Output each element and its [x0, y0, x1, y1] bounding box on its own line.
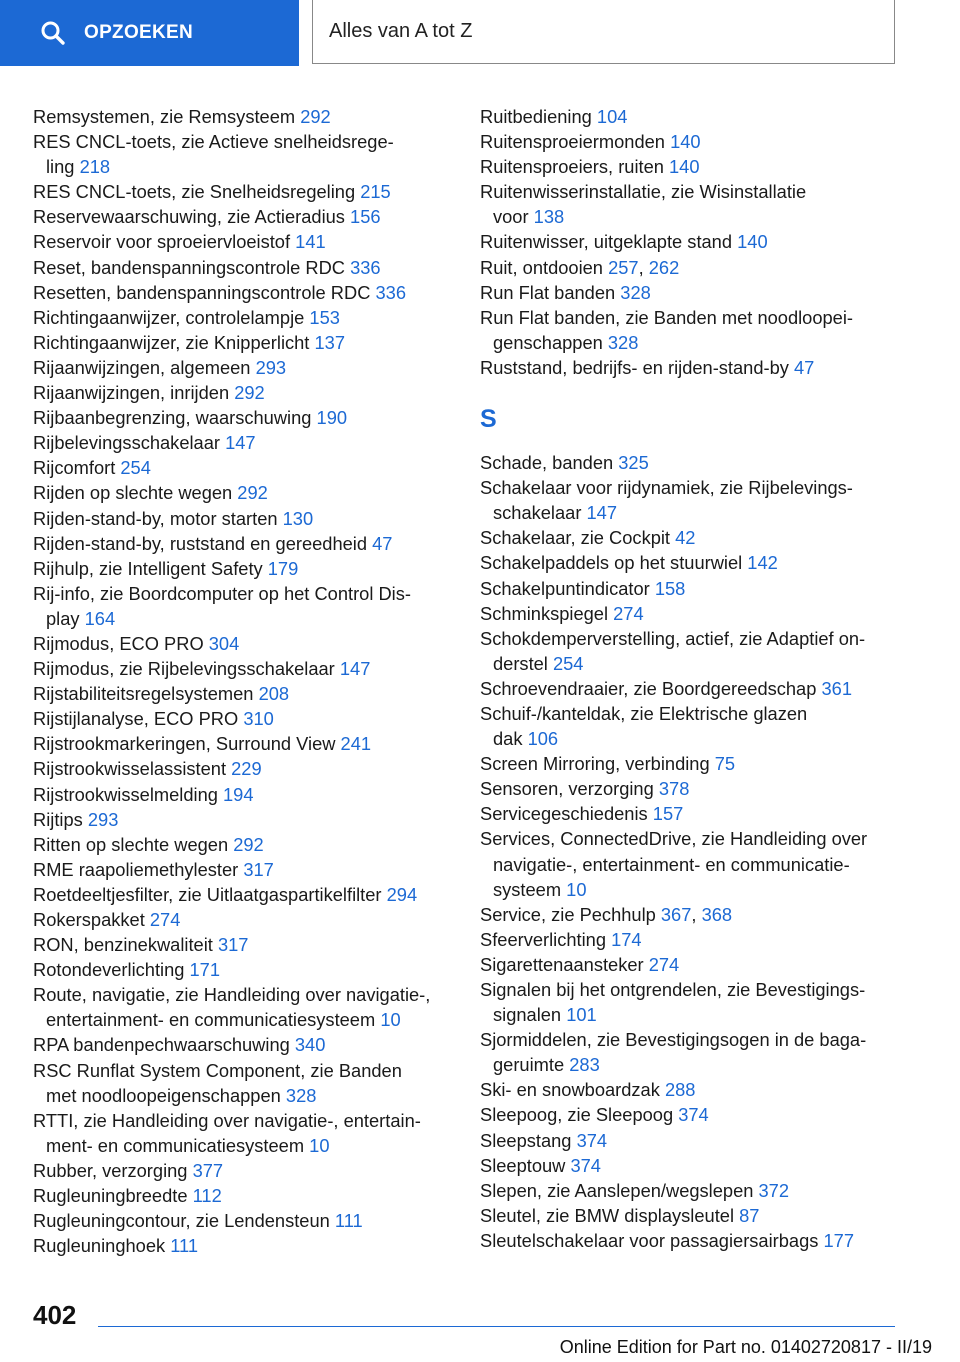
index-entry-text: Run Flat banden: [480, 281, 616, 303]
index-entry: [480, 826, 900, 901]
index-entry: [480, 576, 900, 601]
page-reference-link[interactable]: 336: [375, 281, 407, 303]
page-reference-link[interactable]: 254: [120, 457, 151, 479]
index-entry-text: Schakelaar, zie Cockpit: [480, 527, 671, 549]
page-reference-link[interactable]: 147: [339, 658, 371, 680]
page-reference-link[interactable]: 87: [739, 1204, 760, 1226]
index-entry: [480, 1102, 900, 1127]
index-entry-text: Schminkspiegel: [480, 602, 609, 624]
index-entry-text: Sleutel, zie BMW displaysleutel: [480, 1204, 735, 1226]
page-reference-link[interactable]: 310: [243, 708, 274, 730]
index-entry: [33, 305, 451, 330]
index-entry: [33, 355, 451, 380]
page-reference-link[interactable]: 328: [620, 281, 651, 303]
index-entry-text: Schroevendraaier, zie Boordgereedschap: [480, 677, 817, 699]
index-entry-text: Ruitbediening: [480, 106, 592, 127]
index-entry: [480, 305, 900, 355]
index-entry-text: dak: [493, 728, 523, 750]
index-entry-text: Schakelpaddels op het stuurwiel: [480, 552, 743, 574]
page-reference-link[interactable]: 304: [208, 632, 240, 654]
index-entry-text: Sfeerverlichting: [480, 928, 606, 950]
index-entry: Service, zie Pechhulp 367, 368: [480, 903, 733, 925]
index-entry-text: Rijbelevingsschakelaar: [33, 432, 220, 454]
index-entry: [480, 1077, 900, 1102]
page-reference-link[interactable]: 257: [608, 256, 639, 278]
page-reference-link[interactable]: 106: [527, 728, 559, 750]
page-reference-link[interactable]: 10: [309, 1134, 330, 1156]
index-entry-text: Rijstrookmarkeringen, Surround View: [33, 733, 336, 755]
page-reference-link[interactable]: 147: [586, 502, 618, 524]
index-entry-text: Rijmodus, ECO PRO: [33, 632, 204, 654]
page-reference-link[interactable]: 374: [576, 1129, 608, 1151]
index-entry: [33, 1233, 451, 1258]
index-entry-text: derstel: [493, 652, 548, 674]
page-reference-link[interactable]: 10: [566, 878, 587, 900]
index-entry-text: Ruit, ontdooien: [480, 256, 603, 278]
index-entry-text: Reservoir voor sproeiervloeistof: [33, 231, 291, 253]
index-entry-text: Reset, bandenspanningscontrole RDC: [33, 256, 345, 278]
page-reference-link[interactable]: 262: [648, 256, 680, 278]
index-entry: [480, 154, 900, 179]
index-entry: [33, 430, 451, 455]
index-entry-text: Rijden op slechte wegen: [33, 482, 233, 504]
index-entry: [33, 882, 451, 907]
index-entry: [33, 631, 451, 656]
page-reference-link[interactable]: 328: [607, 331, 639, 353]
page-reference-link[interactable]: 208: [258, 683, 290, 705]
index-entry-text: geruimte: [493, 1054, 565, 1076]
index-entry: [33, 857, 451, 882]
index-entry-text: Servicegeschiedenis: [480, 803, 648, 825]
index-entry-text: RPA bandenpechwaarschuwing: [33, 1034, 290, 1056]
page-reference-link[interactable]: 140: [670, 131, 701, 153]
index-entry: [33, 1208, 451, 1233]
index-entry: [480, 1128, 900, 1153]
index-entry: [33, 807, 451, 832]
page-reference-link[interactable]: 42: [675, 527, 696, 549]
index-entry: [33, 1058, 451, 1108]
index-entry-text: Ritten op slechte wegen: [33, 833, 229, 855]
index-entry-text: Screen Mirroring, verbinding: [480, 753, 710, 775]
index-entry: [33, 1158, 451, 1183]
page-reference-link[interactable]: 153: [309, 306, 340, 328]
search-label: OPZOEKEN: [84, 22, 194, 43]
page-reference-link[interactable]: 130: [282, 507, 314, 529]
index-entry: [480, 751, 900, 776]
index-entry: [33, 932, 451, 957]
index-entry-text: Ruitensproeiers, ruiten: [480, 156, 664, 178]
index-entry: [480, 450, 900, 475]
index-entry-text: Rubber, verzorging: [33, 1159, 188, 1181]
page-reference-link[interactable]: 47: [794, 356, 815, 378]
index-entry-text: Ruitenwisser, uitgeklapte stand: [480, 231, 733, 253]
index-entry: [33, 982, 451, 1032]
index-entry-text: Resetten, bandenspanningscontrole RDC: [33, 281, 371, 303]
index-entry: [33, 104, 451, 129]
index-entry: [480, 129, 900, 154]
page-reference-link[interactable]: 75: [714, 753, 736, 775]
index-entry-text: Ruitenwisserinstallatie, zie Wisinstallatie: [480, 181, 807, 203]
page-reference-link[interactable]: 336: [350, 256, 381, 278]
index-entry-text: Schuif-/kanteldak, zie Elektrische glazen: [480, 702, 808, 724]
index-entry: [33, 681, 451, 706]
search-button[interactable]: [0, 0, 299, 66]
index-entry: [480, 977, 900, 1027]
page-reference-link[interactable]: 378: [658, 778, 690, 800]
index-entry-text: Rugleuningbreedte: [33, 1185, 188, 1207]
page-reference-link[interactable]: 164: [84, 607, 116, 629]
edition-footer: Online Edition for Part no. 01402720817 - II/19: [559, 1337, 932, 1357]
page-reference-link[interactable]: 229: [231, 758, 262, 780]
page-reference-link[interactable]: 177: [823, 1229, 854, 1251]
index-entry-text: Rijstabiliteitsregelsystemen: [33, 683, 254, 705]
index-entry: [480, 776, 900, 801]
index-entry: [33, 656, 451, 681]
index-entry-text: Run Flat banden, zie Banden met noodloopei-: [480, 306, 853, 328]
page-reference-link[interactable]: 140: [737, 231, 768, 253]
page-reference-link[interactable]: 293: [87, 808, 119, 830]
page-reference-link[interactable]: 141: [295, 231, 326, 253]
page-reference-link[interactable]: 317: [217, 934, 249, 956]
index-entry: [33, 957, 451, 982]
index-entry: [33, 581, 451, 631]
index-entry-text: Rijstrookwisselassistent: [33, 758, 227, 780]
index-entry-text: entertainment- en communicatiesysteem: [46, 1009, 376, 1031]
page-reference-link[interactable]: 372: [758, 1179, 790, 1201]
page-reference-link[interactable]: 111: [170, 1235, 199, 1257]
index-entry-text: Ruststand, bedrijfs- en rijden-stand-by: [480, 356, 789, 378]
page-reference-link[interactable]: 241: [340, 733, 372, 755]
index-entry: [33, 706, 451, 731]
index-entry: [33, 455, 451, 480]
index-entry: [480, 952, 900, 977]
index-entry-text: Ski- en snowboardzak: [480, 1079, 660, 1101]
index-entry: [33, 1032, 451, 1057]
page-reference-link[interactable]: 274: [613, 602, 644, 624]
index-entry: [33, 907, 451, 932]
index-entry-text: Roetdeeltjesfilter, zie Uitlaatgaspartikelfilter: [33, 883, 382, 905]
search-icon: [40, 20, 66, 46]
page-reference-link[interactable]: 292: [300, 106, 331, 127]
page-reference-link[interactable]: 292: [237, 482, 268, 504]
page-reference-link[interactable]: 179: [267, 557, 299, 579]
index-entry-text: Richtingaanwijzer, controlelampje: [33, 306, 305, 328]
page-reference-link[interactable]: 174: [611, 928, 642, 950]
index-entry: [480, 1153, 900, 1178]
index-entry: [33, 1183, 451, 1208]
index-entry: [480, 626, 900, 676]
index-entry: [480, 1178, 900, 1203]
index-entry: [33, 179, 451, 204]
index-entry-text: Route, navigatie, zie Handleiding over navigatie-,: [33, 984, 431, 1006]
index-entry: [33, 405, 451, 430]
index-entry-text: RTTI, zie Handleiding over navigatie-, entertain-: [33, 1109, 421, 1131]
index-entry: [33, 731, 451, 756]
page-reference-link[interactable]: 368: [701, 903, 733, 925]
index-entry-text: ment- en communicatiesysteem: [46, 1134, 305, 1156]
index-entry: [480, 280, 900, 305]
index-entry: [33, 255, 451, 280]
index-entry: [33, 506, 451, 531]
index-entry: [480, 1027, 900, 1077]
index-entry-text: Rijaanwijzingen, algemeen: [33, 356, 251, 378]
page-reference-link[interactable]: 292: [233, 833, 264, 855]
page-reference-link[interactable]: 138: [533, 206, 565, 228]
index-entry: [480, 475, 900, 525]
index-entry-text: RES CNCL-toets, zie Actieve snelheidsrege-: [33, 131, 394, 153]
index-entry: [33, 1108, 451, 1158]
index-entry-text: Rijmodus, zie Rijbelevingsschakelaar: [33, 658, 335, 680]
index-entry-text: Sjormiddelen, zie Bevestigingsogen in de baga-: [480, 1029, 867, 1051]
index-column-right: [480, 104, 900, 1253]
index-entry-text: Service, zie Pechhulp: [480, 903, 656, 925]
index-entry: [33, 330, 451, 355]
index-entry-text: Rijden-stand-by, ruststand en gereedheid: [33, 532, 368, 554]
page-reference-link[interactable]: 10: [380, 1009, 401, 1031]
page-reference-link[interactable]: 317: [243, 858, 274, 880]
page-number: 402: [33, 1300, 77, 1330]
index-entry-text: Rugleuningcontour, zie Lendensteun: [33, 1210, 330, 1232]
page-reference-link[interactable]: 147: [225, 432, 256, 454]
index-entry-text: Sleepoog, zie Sleepoog: [480, 1104, 674, 1126]
index-entry-text: Sigarettenaansteker: [480, 953, 644, 975]
index-entry: [480, 179, 900, 229]
index-entry: [33, 480, 451, 505]
index-entry-text: genschappen: [493, 331, 603, 353]
page-reference-link[interactable]: 325: [618, 452, 649, 474]
index-entry: [33, 129, 451, 179]
page-reference-link[interactable]: 288: [664, 1079, 696, 1101]
index-entry-text: systeem: [493, 878, 562, 900]
index-entry-text: Schakelaar voor rijdynamiek, zie Rijbelevings-: [480, 477, 853, 499]
index-entry: [480, 550, 900, 575]
index-entry: [480, 104, 900, 129]
index-entry-text: Richtingaanwijzer, zie Knipperlicht: [33, 331, 310, 353]
index-entry-text: Rotondeverlichting: [33, 959, 185, 981]
page-reference-link[interactable]: 137: [314, 331, 345, 353]
section-letter: S: [480, 405, 497, 434]
index-entry: [480, 676, 900, 701]
index-entry-text: Remsystemen, zie Remsysteem: [33, 106, 296, 127]
index-entry: [480, 525, 900, 550]
page-reference-link[interactable]: 374: [570, 1154, 601, 1176]
index-entry-text: Rugleuninghoek: [33, 1235, 166, 1257]
page-reference-link[interactable]: 140: [669, 156, 700, 178]
index-entry-text: met noodloopeigenschappen: [46, 1084, 281, 1106]
index-entry-text: play: [46, 607, 80, 629]
page-reference-link[interactable]: 111: [334, 1210, 363, 1232]
index-entry-text: Signalen bij het ontgrendelen, zie Bevestigings-: [480, 979, 866, 1000]
index-entry-text: Rijstijlanalyse, ECO PRO: [33, 708, 239, 730]
page-reference-link[interactable]: 374: [678, 1104, 709, 1126]
index-entry-text: schakelaar: [493, 502, 582, 524]
index-entry: [33, 556, 451, 581]
index-entry: [480, 701, 900, 751]
page-reference-link[interactable]: 194: [223, 783, 254, 805]
index-entry-text: Slepen, zie Aanslepen/wegslepen: [480, 1179, 754, 1201]
index-entry: [480, 229, 900, 254]
page-reference-link[interactable]: 292: [234, 382, 265, 404]
page-reference-link[interactable]: 101: [566, 1004, 597, 1026]
index-entry-text: RME raapoliemethylester: [33, 858, 239, 880]
footer-divider: [98, 1326, 895, 1327]
index-group-s: [480, 450, 900, 1253]
page-reference-link[interactable]: 294: [386, 883, 418, 905]
index-entry-text: Rijaanwijzingen, inrijden: [33, 382, 230, 404]
index-entry: Ruit, ontdooien 257, 262: [480, 256, 680, 278]
index-entry-text: voor: [493, 206, 529, 228]
page-reference-link[interactable]: 361: [821, 677, 852, 699]
index-entry-text: Rijstrookwisselmelding: [33, 783, 218, 805]
index-entry: [480, 601, 900, 626]
page-reference-link[interactable]: 254: [552, 652, 584, 674]
index-entry-text: Schade, banden: [480, 452, 614, 474]
index-entry: [480, 927, 900, 952]
index-entry: [33, 229, 451, 254]
index-entry-text: Rijden-stand-by, motor starten: [33, 507, 278, 529]
page-reference-link[interactable]: 142: [747, 552, 778, 574]
index-entry: [480, 355, 900, 380]
page-reference-link[interactable]: 377: [192, 1159, 224, 1181]
index-entry: [33, 782, 451, 807]
top-navigation: [0, 0, 960, 66]
page-reference-link[interactable]: 328: [285, 1084, 317, 1106]
index-entry-text: Schokdemperverstelling, actief, zie Adaptief on-: [480, 627, 866, 649]
page-reference-link[interactable]: 156: [350, 206, 381, 228]
index-entry-text: navigatie-, entertainment- en communicatie-: [493, 853, 850, 875]
index-entry-text: Rijhulp, zie Intelligent Safety: [33, 557, 263, 579]
index-entry-text: Schakelpuntindicator: [480, 577, 650, 599]
index-entry-text: Rij-info, zie Boordcomputer op het Control Dis-: [33, 582, 411, 604]
index-entry-text: Services, ConnectedDrive, zie Handleiding over: [480, 828, 868, 850]
index-entry-text: RON, benzinekwaliteit: [33, 934, 213, 956]
page-reference-link[interactable]: 215: [360, 181, 391, 203]
page-reference-link[interactable]: 274: [149, 909, 181, 930]
index-entry-text: Rokerspakket: [33, 909, 145, 930]
page-reference-link[interactable]: 218: [79, 156, 111, 178]
page-reference-link[interactable]: 274: [648, 953, 680, 975]
index-entry-text: Sleeptouw: [480, 1154, 566, 1176]
page-reference-link[interactable]: 112: [192, 1185, 222, 1207]
index-entry-text: Reservewaarschuwing, zie Actieradius: [33, 206, 345, 228]
page-title: Alles van A tot Z: [312, 0, 895, 64]
index-entry-text: Ruitensproeiermonden: [480, 131, 665, 153]
index-entry-text: Sleutelschakelaar voor passagiersairbags: [480, 1229, 819, 1251]
page-reference-link[interactable]: 157: [652, 803, 684, 825]
page-reference-link[interactable]: 158: [654, 577, 686, 599]
page-reference-link[interactable]: 171: [189, 959, 221, 981]
index-entry: [480, 801, 900, 826]
index-entry: [33, 531, 451, 556]
page-reference-link[interactable]: 190: [316, 407, 348, 429]
index-entry-text: Rijcomfort: [33, 457, 116, 479]
index-entry-text: ling: [46, 156, 75, 178]
page-reference-link[interactable]: 367: [660, 903, 692, 925]
page-reference-link[interactable]: 283: [569, 1054, 600, 1076]
index-entry-text: Rijtips: [33, 808, 83, 830]
index-entry: [33, 204, 451, 229]
index-entry: [33, 280, 451, 305]
index-entry-text: Sleepstang: [480, 1129, 572, 1151]
index-entry-text: Sensoren, verzorging: [480, 778, 654, 800]
page-reference-link[interactable]: 340: [294, 1034, 326, 1056]
page-reference-link[interactable]: 47: [372, 532, 393, 554]
index-group-r: [480, 104, 900, 380]
index-entry: [480, 1228, 900, 1253]
index-entry: [33, 756, 451, 781]
index-entry-text: signalen: [493, 1004, 562, 1026]
index-entry: [33, 832, 451, 857]
index-column-left: [33, 104, 451, 1258]
page-reference-link[interactable]: 293: [255, 356, 287, 378]
index-entry-text: RSC Runflat System Component, zie Banden: [33, 1059, 402, 1081]
index-entry: [480, 1203, 900, 1228]
index-entry: [33, 380, 451, 405]
index-entry-text: Rijbaanbegrenzing, waarschuwing: [33, 407, 312, 429]
page-reference-link[interactable]: 104: [596, 106, 628, 127]
index-entry-text: RES CNCL-toets, zie Snelheidsregeling: [33, 181, 356, 203]
